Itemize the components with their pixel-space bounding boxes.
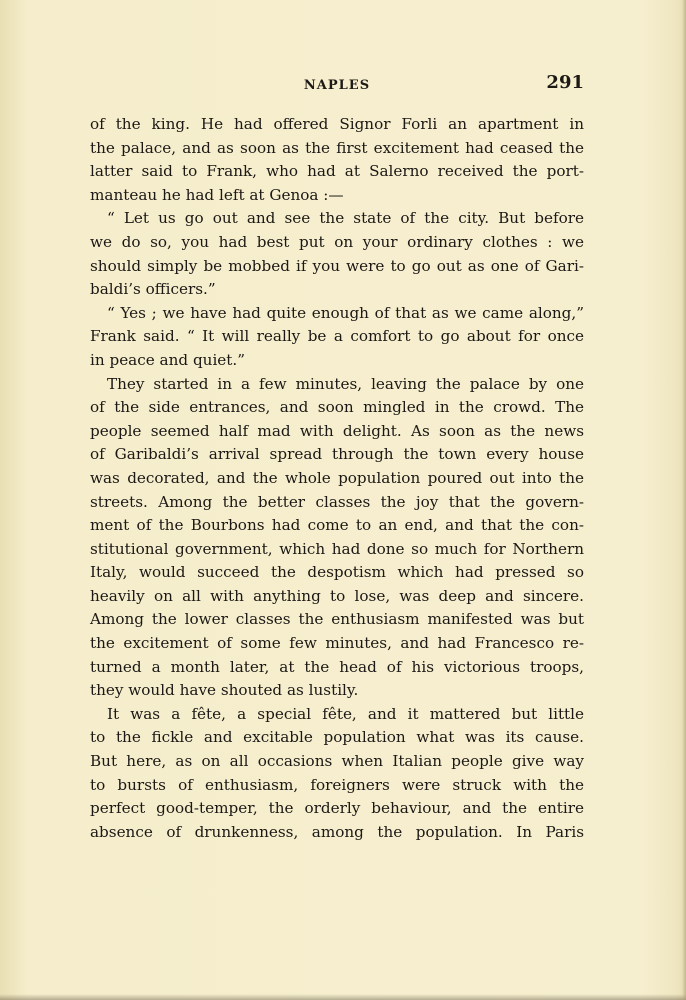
text-line <box>90 632 584 656</box>
text-line <box>90 538 584 562</box>
text-line-content: “ Let us go out and see the state of the city. But before <box>107 209 584 228</box>
running-title: NAPLES <box>303 78 371 93</box>
text-line-content: But here, as on all occasions when Italian people give way <box>90 752 584 771</box>
text-line-content: baldi’s officers.” <box>90 280 216 299</box>
text-line-content: perfect good-temper, the orderly behaviour, and the entire <box>90 799 584 818</box>
text-line <box>90 373 584 397</box>
text-line-content: was decorated, and the whole population poured out into the <box>90 468 584 487</box>
text-line <box>90 703 584 727</box>
text-line <box>90 585 584 609</box>
text-line-content: ment of the Bourbons had come to an end, and that the con- <box>90 516 584 535</box>
running-head <box>90 72 584 98</box>
text-line <box>90 726 584 750</box>
text-line <box>90 160 584 184</box>
text-line-content: Frank said. “ It will really be a comfort to go about for once <box>90 327 584 346</box>
text-line <box>90 561 584 585</box>
text-line-content: Among the lower classes the enthusiasm manifested was but <box>90 610 584 629</box>
text-line-content: in peace and quiet.” <box>90 350 245 369</box>
text-line-content: stitutional government, which had done so much for Northern <box>90 539 584 558</box>
text-line-content: manteau he had left at Genoa :— <box>90 185 344 204</box>
text-line-content: of the king. He had offered Signor Forli an apartment in <box>90 115 584 133</box>
text-line <box>90 302 584 326</box>
text-line <box>90 184 584 208</box>
page-number: 291 <box>546 72 584 93</box>
text-line <box>90 821 584 845</box>
text-line-content: Italy, would succeed the despotism which had pressed so <box>90 563 584 582</box>
text-line-content: absence of drunkenness, among the population. In Paris <box>90 822 584 841</box>
text-line <box>90 207 584 231</box>
text-line <box>90 491 584 515</box>
text-line <box>90 396 584 420</box>
text-line-content: the palace, and as soon as the first excitement had ceased the <box>90 138 584 157</box>
text-line <box>90 255 584 279</box>
text-line <box>90 278 584 302</box>
text-line-content: heavily on all with anything to lose, was deep and sincere. <box>90 586 584 605</box>
text-line-content: to bursts of enthusiasm, foreigners were struck with the <box>90 775 584 794</box>
text-line <box>90 113 584 137</box>
text-line <box>90 137 584 161</box>
text-line <box>90 797 584 821</box>
text-line-content: the excitement of some few minutes, and had Francesco re- <box>90 634 584 653</box>
text-line <box>90 679 584 703</box>
text-line-content: they would have shouted as lustily. <box>90 681 359 700</box>
body-text <box>90 113 584 844</box>
text-line-content: of Garibaldi’s arrival spread through the town every house <box>90 445 584 464</box>
text-line <box>90 467 584 491</box>
text-line-content: to the fickle and excitable population what was its cause. <box>90 728 584 747</box>
text-line-content: “ Yes ; we have had quite enough of that as we came along,” <box>107 303 584 322</box>
text-line <box>90 774 584 798</box>
text-line <box>90 420 584 444</box>
text-line <box>90 231 584 255</box>
text-line <box>90 325 584 349</box>
text-line-content: of the side entrances, and soon mingled in the crowd. The <box>90 398 584 417</box>
text-line <box>90 656 584 680</box>
text-line-content: streets. Among the better classes the joy that the govern- <box>90 492 584 511</box>
text-line-content: we do so, you had best put on your ordinary clothes : we <box>90 232 584 251</box>
text-line <box>90 514 584 538</box>
text-line-content: should simply be mobbed if you were to go out as one of Gari- <box>90 256 584 275</box>
text-line-content: They started in a few minutes, leaving the palace by one <box>107 374 584 393</box>
text-line <box>90 750 584 774</box>
text-line-content: turned a month later, at the head of his victorious troops, <box>90 657 584 676</box>
text-line <box>90 608 584 632</box>
text-line-content: It was a fête, a special fête, and it mattered but little <box>107 704 584 723</box>
text-line <box>90 349 584 373</box>
text-line-content: people seemed half mad with delight. As soon as the news <box>90 421 584 440</box>
text-line-content: latter said to Frank, who had at Salerno received the port- <box>90 162 584 181</box>
text-line <box>90 443 584 467</box>
